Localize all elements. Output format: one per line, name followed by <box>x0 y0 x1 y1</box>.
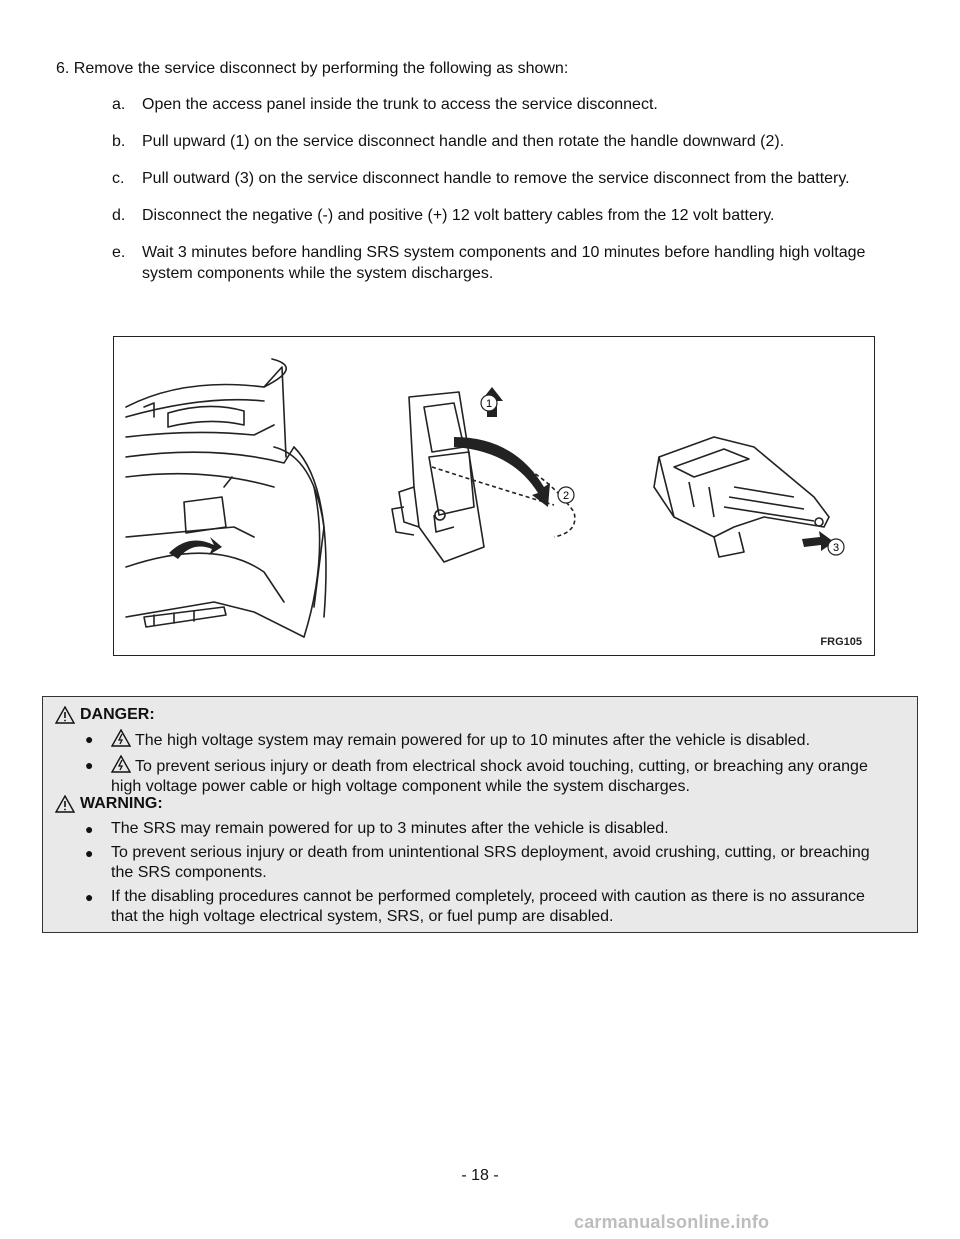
warning-label: WARNING: <box>80 795 163 812</box>
substep-letter: a. <box>112 96 126 113</box>
warning-item-text: If the disabling procedures cannot be performed completely, proceed with caution as there is no assurance that the high voltage electrical system, SRS, or fuel pump are disabled. <box>111 888 865 925</box>
high-voltage-warning-icon <box>111 755 131 773</box>
substep-text: Open the access panel inside the trunk to access the service disconnect. <box>142 96 658 113</box>
warning-list <box>85 819 885 931</box>
warning-triangle-icon <box>55 795 75 813</box>
list-item <box>85 729 885 751</box>
bullet-icon: ● <box>85 845 94 861</box>
bullet-icon: ● <box>85 889 94 905</box>
substep-list <box>112 94 872 300</box>
arrow-curve-icon <box>454 437 550 507</box>
callout-1: 1 <box>485 398 493 410</box>
bullet-icon: ● <box>85 821 94 837</box>
substep-text: Pull outward (3) on the service disconnect handle to remove the service disconnect from the battery. <box>142 170 850 187</box>
danger-item-text: To prevent serious injury or death from electrical shock avoid touching, cutting, or breaching any orange high voltage power cable or high voltage component while the system discharges. <box>111 758 868 795</box>
danger-heading <box>55 706 155 724</box>
callout-3: 3 <box>832 542 840 554</box>
danger-label: DANGER: <box>80 706 155 723</box>
substep-d <box>112 205 872 226</box>
substep-text: Wait 3 minutes before handling SRS system components and 10 minutes before handling high voltage system components while the system discharges. <box>142 244 866 282</box>
bullet-icon: ● <box>85 757 94 773</box>
substep-letter: b. <box>112 133 126 150</box>
substep-letter: d. <box>112 207 126 224</box>
safety-notice-box <box>42 696 918 933</box>
disconnect-handle-drawing <box>392 392 575 562</box>
danger-item-text: The high voltage system may remain powered for up to 10 minutes after the vehicle is disabled. <box>135 732 811 749</box>
substep-e <box>112 242 872 284</box>
figure-code: FRG105 <box>820 636 862 648</box>
rotate-arrow-icon <box>169 537 222 559</box>
list-item <box>85 843 885 883</box>
warning-triangle-icon <box>55 706 75 724</box>
high-voltage-warning-icon <box>111 729 131 747</box>
list-item <box>85 755 885 797</box>
warning-item-text: The SRS may remain powered for up to 3 minutes after the vehicle is disabled. <box>111 820 669 837</box>
page-number: - 18 - <box>461 1167 499 1184</box>
substep-letter: e. <box>112 244 126 261</box>
substep-letter: c. <box>112 170 125 187</box>
substep-text: Disconnect the negative (-) and positive (+) 12 volt battery cables from the 12 volt battery. <box>142 207 775 224</box>
list-item <box>85 887 885 927</box>
warning-heading <box>55 795 163 813</box>
list-item <box>85 819 885 839</box>
callout-2: 2 <box>562 490 570 502</box>
danger-list <box>85 729 885 801</box>
substep-b <box>112 131 872 152</box>
service-disconnect-figure <box>113 336 875 656</box>
watermark: carmanualsonline.info <box>574 1212 770 1232</box>
substep-a <box>112 94 872 115</box>
bullet-icon: ● <box>85 731 94 747</box>
substep-text: Pull upward (1) on the service disconnect handle and then rotate the handle downward (2). <box>142 133 785 150</box>
step-title: 6. Remove the service disconnect by performing the following as shown: <box>56 60 569 77</box>
trunk-drawing <box>126 359 326 637</box>
substep-c <box>112 168 872 189</box>
figure-illustration <box>114 337 874 655</box>
warning-item-text: To prevent serious injury or death from unintentional SRS deployment, avoid crushing, cutting, or breaching the SRS components. <box>111 844 870 881</box>
